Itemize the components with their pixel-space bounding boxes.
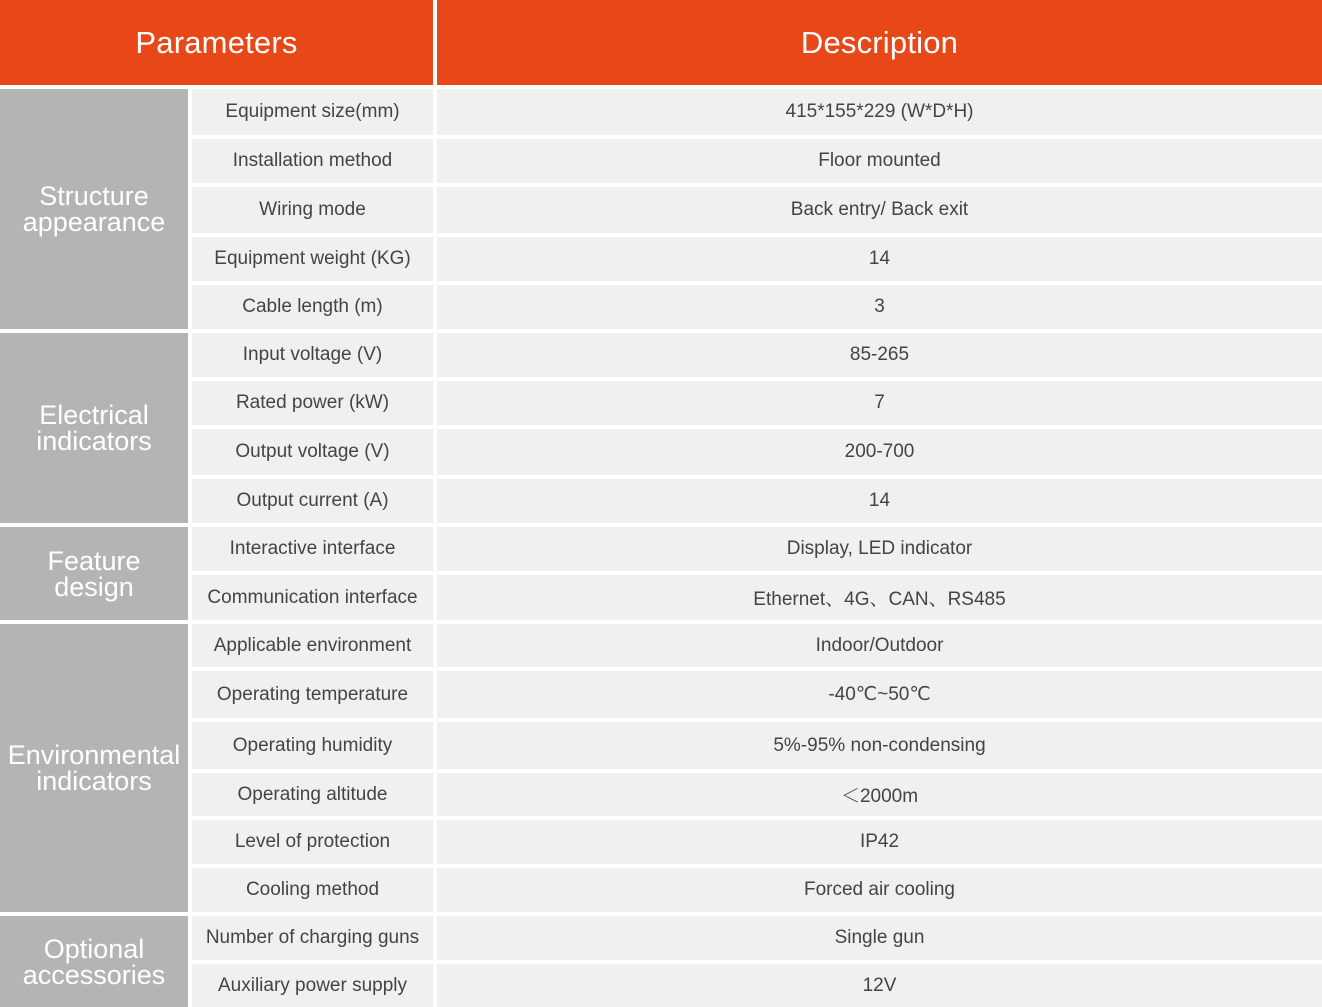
param-value: 415*155*229 (W*D*H): [437, 89, 1322, 135]
param-value: 14: [437, 479, 1322, 523]
param-value: 5%-95% non-condensing: [437, 722, 1322, 769]
param-value: 14: [437, 237, 1322, 281]
param-value: IP42: [437, 820, 1322, 864]
param-label: Installation method: [192, 139, 433, 183]
param-label: Operating temperature: [192, 671, 433, 718]
group-label-structure-appearance: Structure appearance: [0, 89, 188, 329]
param-label: Applicable environment: [192, 624, 433, 667]
param-label: Interactive interface: [192, 527, 433, 571]
param-label: Input voltage (V): [192, 333, 433, 377]
param-label: Equipment size(mm): [192, 89, 433, 135]
param-value: 85-265: [437, 333, 1322, 377]
param-value: Ethernet、4G、CAN、RS485: [437, 575, 1322, 620]
param-value: 12V: [437, 964, 1322, 1007]
param-label: Output current (A): [192, 479, 433, 523]
param-value: 200-700: [437, 429, 1322, 475]
param-label: Wiring mode: [192, 187, 433, 233]
param-label: Cable length (m): [192, 285, 433, 329]
param-value: Indoor/Outdoor: [437, 624, 1322, 667]
param-value: Single gun: [437, 916, 1322, 960]
param-value: -40℃~50℃: [437, 671, 1322, 718]
param-label: Level of protection: [192, 820, 433, 864]
param-label: Communication interface: [192, 575, 433, 620]
param-value: Floor mounted: [437, 139, 1322, 183]
param-label: Cooling method: [192, 868, 433, 912]
param-value: Back entry/ Back exit: [437, 187, 1322, 233]
param-label: Equipment weight (KG): [192, 237, 433, 281]
param-label: Operating humidity: [192, 722, 433, 769]
param-value: Display, LED indicator: [437, 527, 1322, 571]
group-label-feature-design: Feature design: [0, 527, 188, 620]
param-label: Number of charging guns: [192, 916, 433, 960]
param-label: Auxiliary power supply: [192, 964, 433, 1007]
group-label-electrical-indicators: Electrical indicators: [0, 333, 188, 523]
param-value: 3: [437, 285, 1322, 329]
group-label-environmental-indicators: Environmental indicators: [0, 624, 188, 912]
param-value: Forced air cooling: [437, 868, 1322, 912]
header-description: Description: [437, 0, 1322, 85]
param-value: ＜2000m: [437, 773, 1322, 816]
group-label-optional-accessories: Optional accessories: [0, 916, 188, 1007]
param-label: Operating altitude: [192, 773, 433, 816]
param-value: 7: [437, 381, 1322, 425]
param-label: Rated power (kW): [192, 381, 433, 425]
param-label: Output voltage (V): [192, 429, 433, 475]
header-parameters: Parameters: [0, 0, 433, 85]
